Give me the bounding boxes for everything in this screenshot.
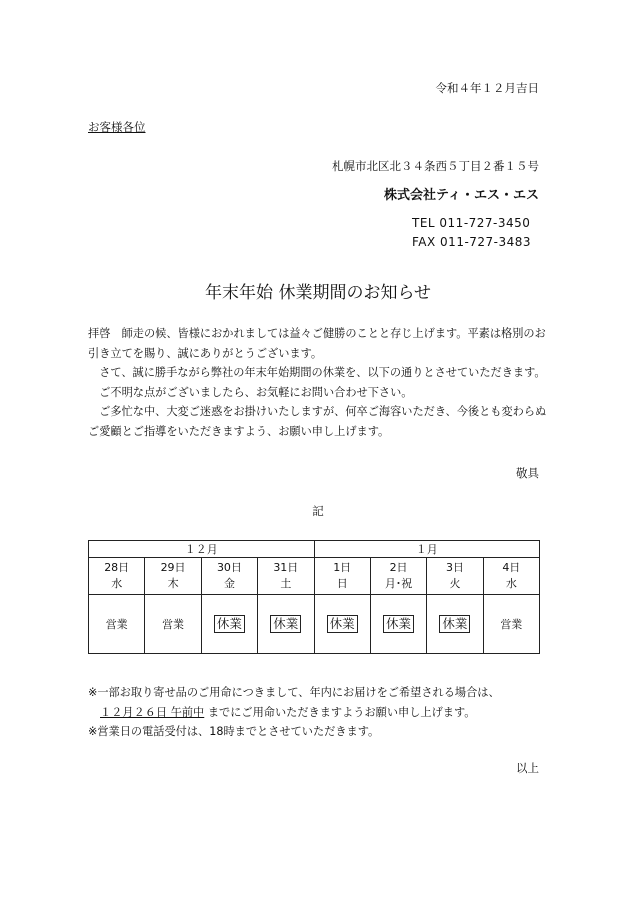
ki-marker: 記 [312, 504, 324, 518]
day-date: 30日 [216, 561, 242, 574]
notice-title: 年末年始 休業期間のお知らせ [205, 283, 431, 303]
date-row [89, 558, 540, 595]
status-open: 営業 [105, 618, 128, 631]
status-row [89, 595, 540, 654]
status-closed: 休業 [327, 615, 358, 633]
status-cell [89, 595, 145, 654]
greeting-paragraph: 拝啓 師走の候、皆様におかれましては益々ご健勝のことと存じ上げます。平素は格別のお引き立てを賜り、誠にありがとうございます。 [88, 327, 546, 360]
end-marker: 以上 [516, 761, 539, 775]
status-closed: 休業 [439, 615, 470, 633]
phone-hours-note: ※営業日の電話受付は、18時までとさせていただきます。 [88, 725, 380, 738]
day-date: 28日 [104, 561, 130, 574]
status-closed: 休業 [383, 615, 414, 633]
order-deadline-note [88, 703, 558, 723]
letter-body [88, 324, 548, 441]
status-open: 営業 [500, 618, 523, 631]
company-name: 株式会社ティ・エス・エス [384, 188, 539, 203]
day-cell [89, 558, 145, 595]
status-cell [427, 595, 483, 654]
month-december: １２月 [89, 541, 315, 558]
day-weekday: 日 [336, 577, 348, 590]
day-weekday: 水 [505, 577, 517, 590]
status-cell [201, 595, 257, 654]
day-date: 3日 [445, 561, 464, 574]
status-cell [483, 595, 539, 654]
status-closed: 休業 [270, 615, 301, 633]
month-january: １月 [314, 541, 540, 558]
day-cell [427, 558, 483, 595]
order-note: ※一部お取り寄せ品のご用命につきまして、年内にお届けをご希望される場合は、 [88, 686, 500, 699]
status-closed: 休業 [214, 615, 245, 633]
status-cell [145, 595, 201, 654]
phone-number: TEL 011-727-3450 [412, 216, 531, 230]
day-cell [145, 558, 201, 595]
day-cell [370, 558, 426, 595]
day-cell [201, 558, 257, 595]
day-weekday: 土 [280, 577, 292, 590]
document-date: 令和４年１２月吉日 [435, 81, 539, 95]
addressee: お客様各位 [88, 120, 146, 134]
day-weekday: 火 [449, 577, 461, 590]
day-date: 31日 [273, 561, 299, 574]
holiday-schedule-table [88, 540, 540, 654]
status-cell [258, 595, 314, 654]
notes-section [88, 683, 558, 742]
day-cell [314, 558, 370, 595]
status-cell [370, 595, 426, 654]
day-cell [483, 558, 539, 595]
day-weekday: 金 [223, 577, 235, 590]
status-cell [314, 595, 370, 654]
day-date: 4日 [502, 561, 521, 574]
day-weekday: 月･祝 [384, 577, 413, 590]
day-weekday: 水 [111, 577, 123, 590]
company-address: 札幌市北区北３４条西５丁目２番１５号 [332, 159, 539, 173]
holiday-paragraph: さて、誠に勝手ながら弊社の年末年始期間の休業を、以下の通りとさせていただきます。 [99, 366, 546, 379]
fax-number: FAX 011-727-3483 [412, 235, 532, 249]
apology-paragraph: ご多忙な中、大変ご迷惑をお掛けいたしますが、何卒ご海容いただき、今後とも変わらぬご愛顧とご指導をいただきますよう、お願い申し上げます。 [88, 405, 547, 438]
day-weekday: 木 [167, 577, 179, 590]
status-open: 営業 [162, 618, 185, 631]
day-cell [258, 558, 314, 595]
inquiry-paragraph: ご不明な点がございましたら、お気軽にお問い合わせ下さい。 [99, 385, 413, 399]
order-deadline: １２月２６日 午前中 [100, 705, 205, 719]
day-date: 1日 [333, 561, 352, 574]
closing-word: 敬具 [516, 466, 539, 480]
day-date: 2日 [389, 561, 408, 574]
order-deadline-rest: までにご用命いただきますようお願い申し上げます。 [207, 705, 476, 719]
month-row [89, 541, 540, 558]
day-date: 29日 [160, 561, 186, 574]
